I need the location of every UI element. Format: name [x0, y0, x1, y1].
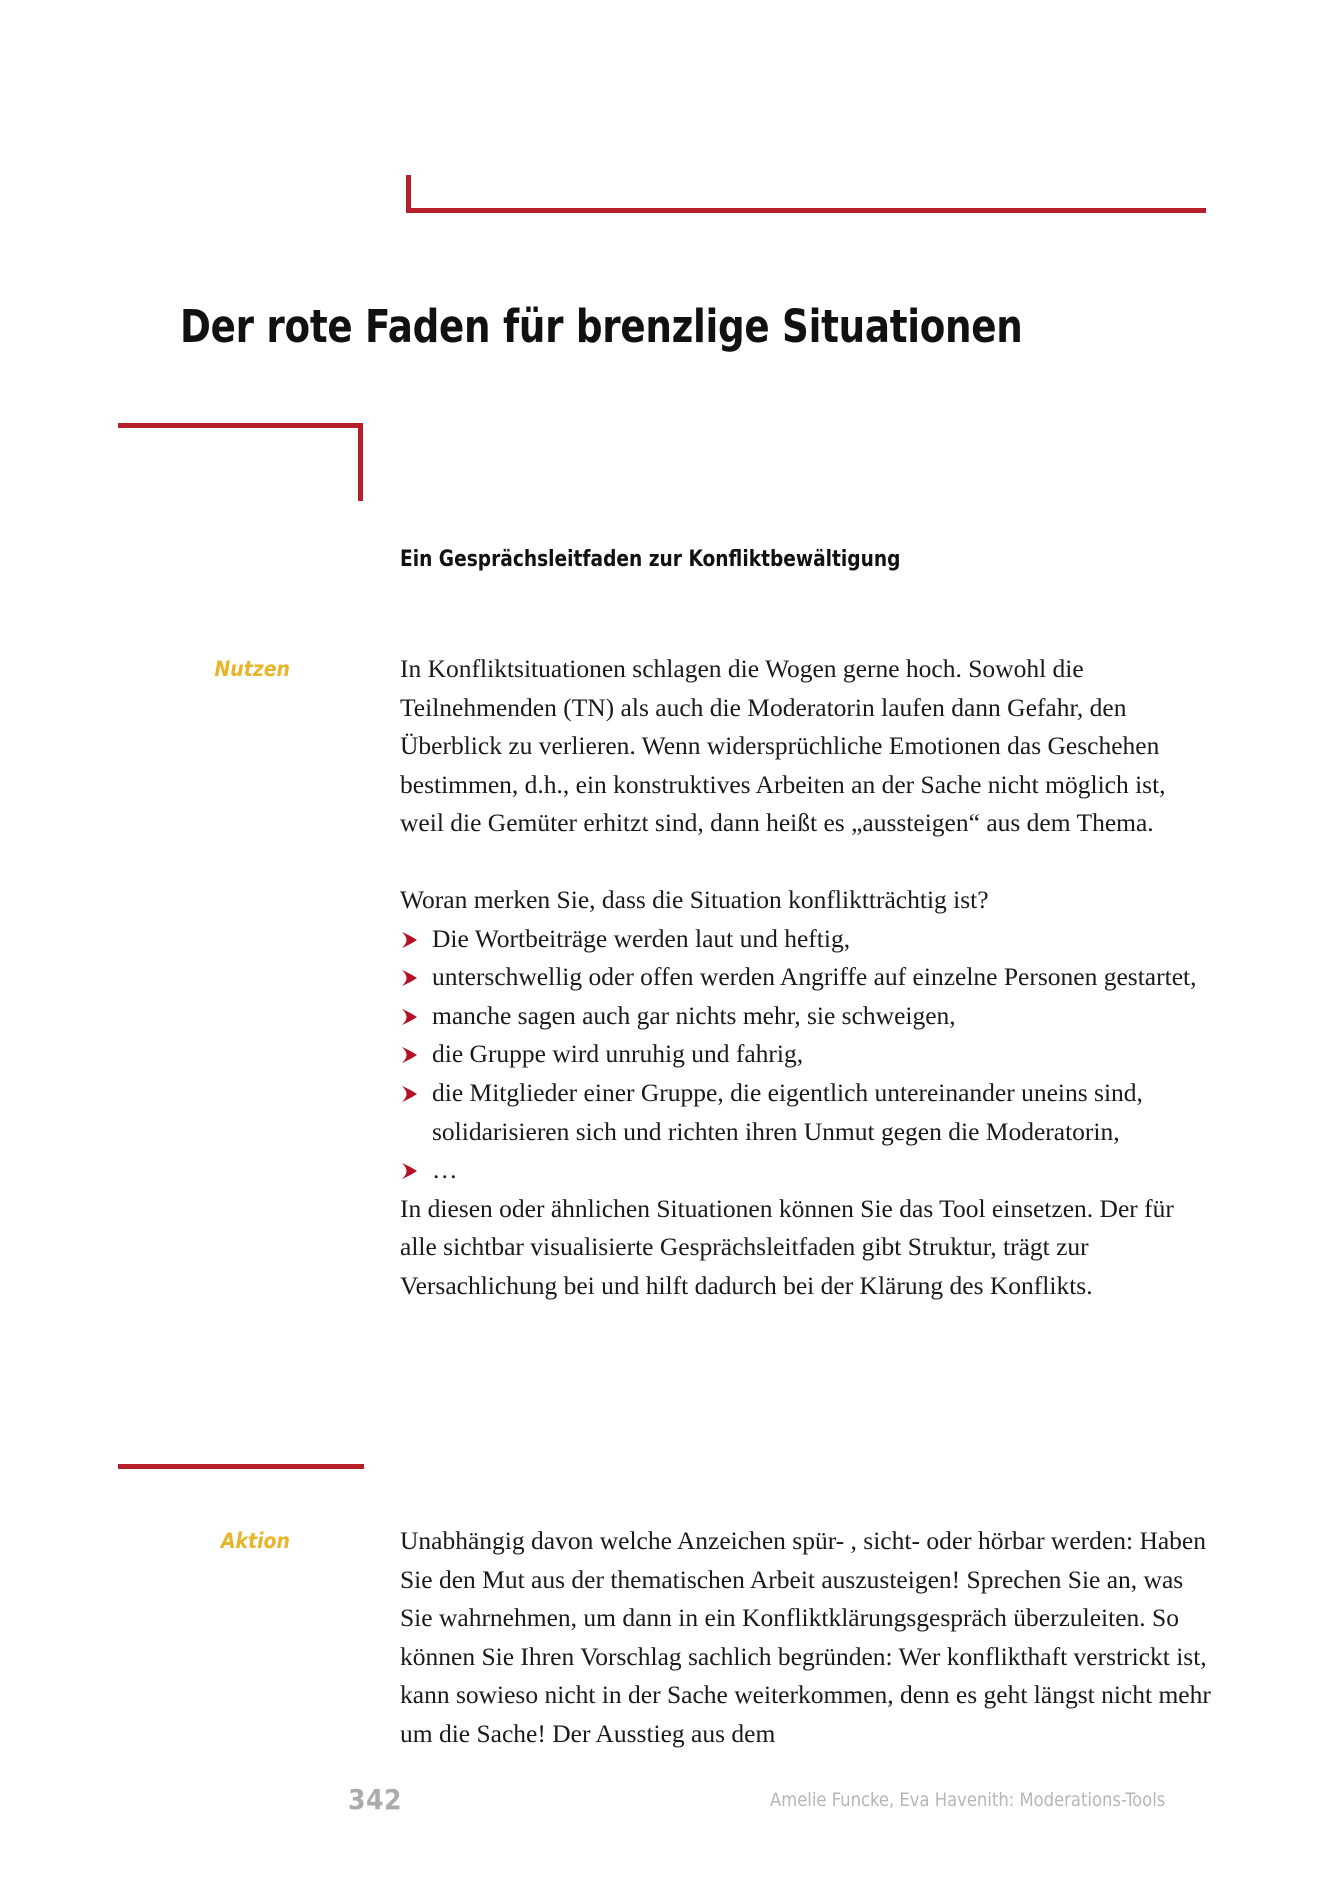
aktion-content [400, 1522, 1220, 1754]
section-label-nutzen: Nutzen [214, 657, 290, 681]
list-item-label: die Mitglieder einer Gruppe, die eigentlich untereinander uneins sind, solidarisieren sich und richten ihren Unmut gegen die Moderatorin, [432, 1077, 1143, 1146]
conflict-signs-list [400, 920, 1215, 1190]
nutzen-paragraph-1: In Konfliktsituationen schlagen die Wogen gerne hoch. Sowohl die Teilnehmenden (TN) als auch die Moderatorin laufen dann Gefahr, den Überblick zu verlieren. Wenn widersprüchliche Emotionen das Geschehen bestimmen, d.h., ein konstruktives Arbeiten an der Sache nicht möglich ist, weil die Gemüter erhitzt sind, dann heißt es „aussteigen“ aus dem Thema. [400, 654, 1166, 838]
arrow-bullet-icon [400, 1008, 418, 1026]
nutzen-content [400, 650, 1215, 1306]
list-item-label: die Gruppe wird unruhig und fahrig, [432, 1039, 804, 1069]
title-rule-vertical [358, 423, 363, 501]
page-subtitle: Ein Gesprächsleitfaden zur Konfliktbewältigung [400, 547, 901, 572]
list-item [400, 1074, 1215, 1151]
list-item-label: unterschwellig oder offen werden Angriffe auf einzelne Personen gestartet, [432, 962, 1197, 992]
list-item-label: … [432, 1155, 458, 1185]
top-rule-horizontal [406, 208, 1206, 213]
list-item [400, 997, 1215, 1036]
list-item [400, 1035, 1215, 1074]
arrow-bullet-icon [400, 1085, 418, 1103]
aktion-paragraph-1: Unabhängig davon welche Anzeichen spür- , sicht- oder hörbar werden: Haben Sie den Mut aus der thematischen Arbeit auszusteigen! Sprechen Sie an, was Sie wahrnehmen, um dann in ein Konfliktklärungsgespräch überzuleiten. So können Sie Ihren Vorschlag sachlich begründen: Wer konflikthaft verstrickt ist, kann sowieso nicht in der Sache weiterkommen, denn es geht längst nicht mehr um die Sache! Der Ausstieg aus dem [400, 1526, 1211, 1748]
arrow-bullet-icon [400, 931, 418, 949]
list-item-label: manche sagen auch gar nichts mehr, sie schweigen, [432, 1000, 956, 1030]
list-item [400, 920, 1215, 959]
section-label-aktion: Aktion [220, 1529, 290, 1553]
list-item [400, 958, 1215, 997]
footer-credit: Amelie Funcke, Eva Havenith: Moderations-Tools [770, 1789, 1166, 1811]
arrow-bullet-icon [400, 1162, 418, 1180]
page-title: Der rote Faden für brenzlige Situationen [180, 300, 1023, 353]
arrow-bullet-icon [400, 969, 418, 987]
footer-page-number: 342 [348, 1783, 403, 1816]
list-item [400, 1151, 1215, 1190]
title-rule-horizontal [118, 423, 363, 428]
nutzen-list-intro: Woran merken Sie, dass die Situation konfliktträchtig ist? [400, 884, 989, 914]
arrow-bullet-icon [400, 1046, 418, 1064]
aktion-divider-rule [118, 1464, 364, 1469]
nutzen-paragraph-2: In diesen oder ähnlichen Situationen können Sie das Tool einsetzen. Der für alle sichtbar visualisierte Gesprächsleitfaden gibt Struktur, trägt zur Versachlichung bei und hilft dadurch bei der Klärung des Konflikts. [400, 1193, 1174, 1300]
list-item-label: Die Wortbeiträge werden laut und heftig, [432, 923, 851, 953]
